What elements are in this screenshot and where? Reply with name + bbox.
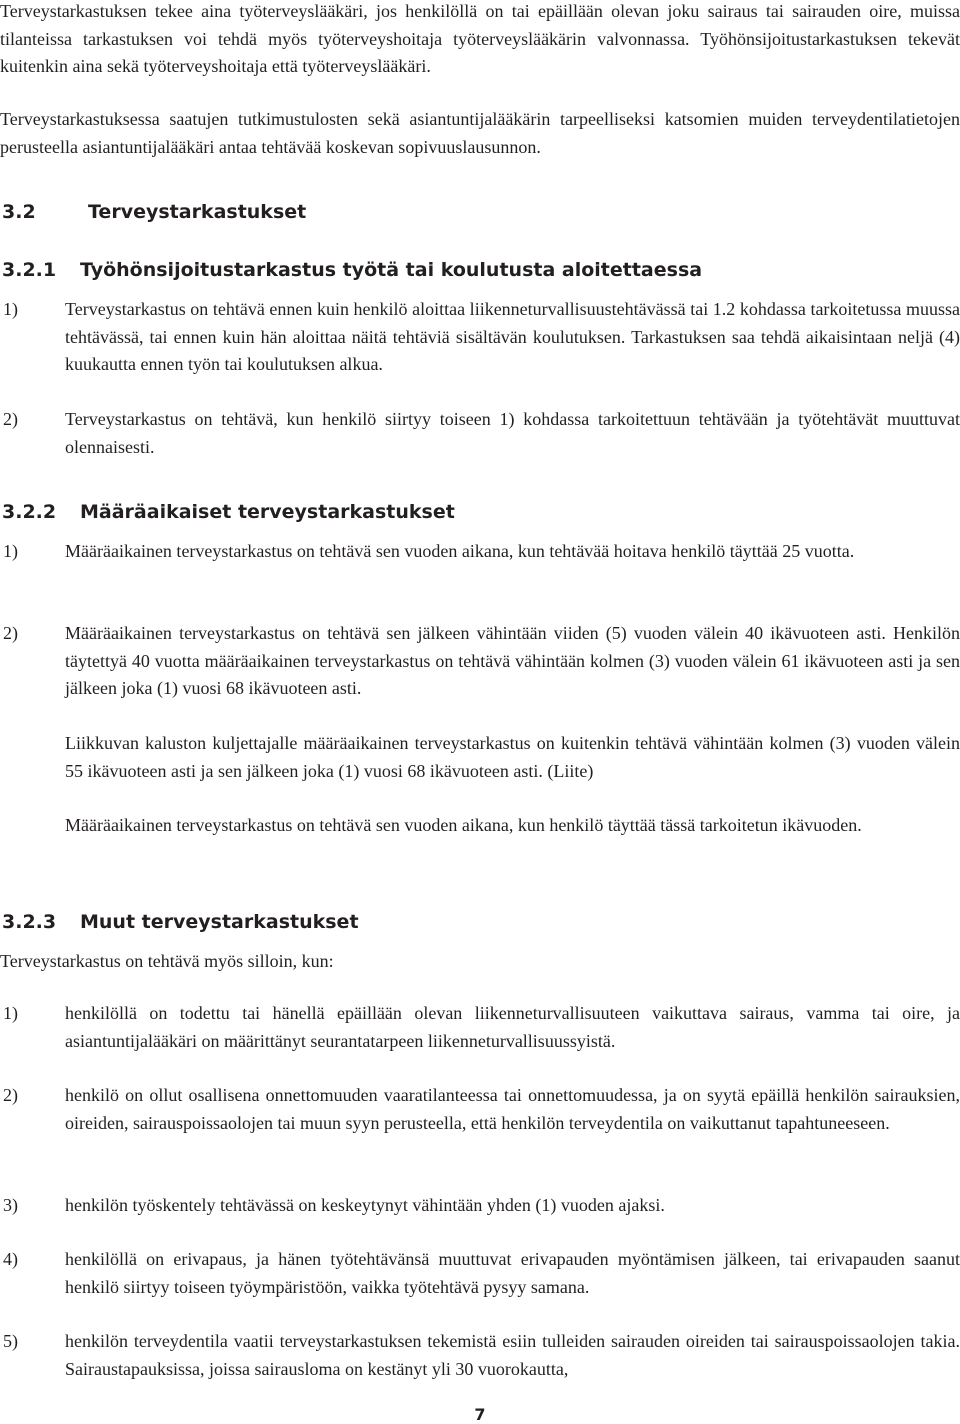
section-lead: Terveystarkastus on tehtävä myös silloin, kun: — [0, 951, 334, 971]
list-marker: 2) — [3, 1085, 18, 1105]
list-marker: 1) — [3, 299, 18, 319]
list-marker: 2) — [3, 623, 18, 643]
section-title: Määräaikaiset terveystarkastukset — [80, 501, 455, 523]
list-marker: 3) — [3, 1195, 18, 1215]
list-item-text: Terveystarkastus on tehtävä ennen kuin henkilö aloittaa liikenneturvallisuustehtävässä tai 1.2 kohdassa tarkoitetussa muussa tehtävässä, tai ennen kuin hän aloittaa näitä tehtäviä sisältävän koulutuksen. Tarkastuksen saa tehdä aikaisintaan neljä (4) kuukautta ennen työn tai koulutuksen alkua. — [65, 299, 960, 374]
intro-paragraph-2: Terveystarkastuksessa saatujen tutkimustulosten sekä asiantuntijalääkärin tarpeelliseksi katsomien muiden terveydentilatietojen perusteella asiantuntijalääkäri antaa tehtävää koskevan sopivuuslausunnon. — [0, 109, 960, 157]
section-number: 3.2.3 — [2, 911, 57, 933]
list-item-text: henkilön työskentely tehtävässä on keskeytynyt vähintään yhden (1) vuoden ajaksi. — [65, 1195, 665, 1215]
page-number: 7 — [474, 1405, 486, 1424]
section-number: 3.2.2 — [2, 501, 57, 523]
note-paragraph: Määräaikainen terveystarkastus on tehtävä sen vuoden aikana, kun henkilö täyttää tässä tarkoitetun ikävuoden. — [65, 815, 862, 835]
section-title: Terveystarkastukset — [88, 201, 307, 223]
list-item-text: Terveystarkastus on tehtävä, kun henkilö siirtyy toiseen 1) kohdassa tarkoitettuun tehtävään ja työtehtävät muuttuvat olennaisesti. — [65, 409, 960, 457]
section-title: Työhönsijoitustarkastus työtä tai koulutusta aloitettaessa — [80, 259, 703, 281]
intro-paragraph-1: Terveystarkastuksen tekee aina työterveyslääkäri, jos henkilöllä on tai epäillään olevan joku sairaus tai sairauden oire, muissa tilanteissa tarkastuksen voi tehdä myös työterveyshoitaja työterveyslääkärin valvonnassa. Työhönsijoitustarkastuksen tekevät kuitenkin aina sekä työterveyshoitaja että työterveyslääkäri. — [0, 1, 960, 76]
section-title: Muut terveystarkastukset — [80, 911, 359, 933]
note-paragraph: Liikkuvan kaluston kuljettajalle määräaikainen terveystarkastus on kuitenkin tehtävä vähintään kolmen (3) vuoden välein 55 ikävuoteen asti ja sen jälkeen joka (1) vuosi 68 ikävuoteen asti. (Liite) — [65, 733, 960, 781]
list-item-text: henkilöllä on erivapaus, ja hänen työtehtävänsä muuttuvat erivapauden myöntämisen jälkeen, tai erivapauden saanut henkilö siirtyy toiseen työympäristöön, vaikka työtehtävä pysyy samana. — [65, 1249, 960, 1297]
list-marker: 1) — [3, 1003, 18, 1023]
section-3-2-heading — [2, 200, 306, 224]
list-marker: 4) — [3, 1249, 18, 1269]
list-item-text: Määräaikainen terveystarkastus on tehtävä sen vuoden aikana, kun tehtävää hoitava henkilö täyttää 25 vuotta. — [65, 541, 855, 561]
section-3-2-1-heading — [2, 258, 702, 282]
section-number: 3.2.1 — [2, 259, 57, 281]
list-item-text: henkilön terveydentila vaatii terveystarkastuksen tekemistä esiin tulleiden sairauden oireiden tai sairauspoissaolojen takia. Sairaustapauksissa, joissa sairausloma on kestänyt yli 30 vuorokautta, — [65, 1331, 960, 1379]
section-3-2-2-heading — [2, 500, 455, 524]
list-marker: 2) — [3, 409, 18, 429]
list-item-text: Määräaikainen terveystarkastus on tehtävä sen jälkeen vähintään viiden (5) vuoden välein 40 ikävuoteen asti. Henkilön täytettyä 40 vuotta määräaikainen terveystarkastus on tehtävä vähintään kolmen (3) vuoden välein 61 ikävuoteen asti ja sen jälkeen joka (1) vuosi 68 ikävuoteen asti. — [65, 623, 960, 698]
section-3-2-3-heading — [2, 910, 359, 934]
list-item-text: henkilö on ollut osallisena onnettomuuden vaaratilanteessa tai onnettomuudessa, ja on syytä epäillä henkilön sairauksien, oireiden, sairauspoissaolojen tai muun syyn perusteella, että henkilön terveydentila on vaikuttanut tapahtuneeseen. — [65, 1085, 960, 1133]
list-marker: 5) — [3, 1331, 18, 1351]
section-number: 3.2 — [2, 201, 36, 223]
list-item-text: henkilöllä on todettu tai hänellä epäillään olevan liikenneturvallisuuteen vaikuttava sairaus, vamma tai oire, ja asiantuntijalääkäri on määrittänyt seurantatarpeen liikenneturvallisuussyistä. — [65, 1003, 960, 1051]
list-marker: 1) — [3, 541, 18, 561]
